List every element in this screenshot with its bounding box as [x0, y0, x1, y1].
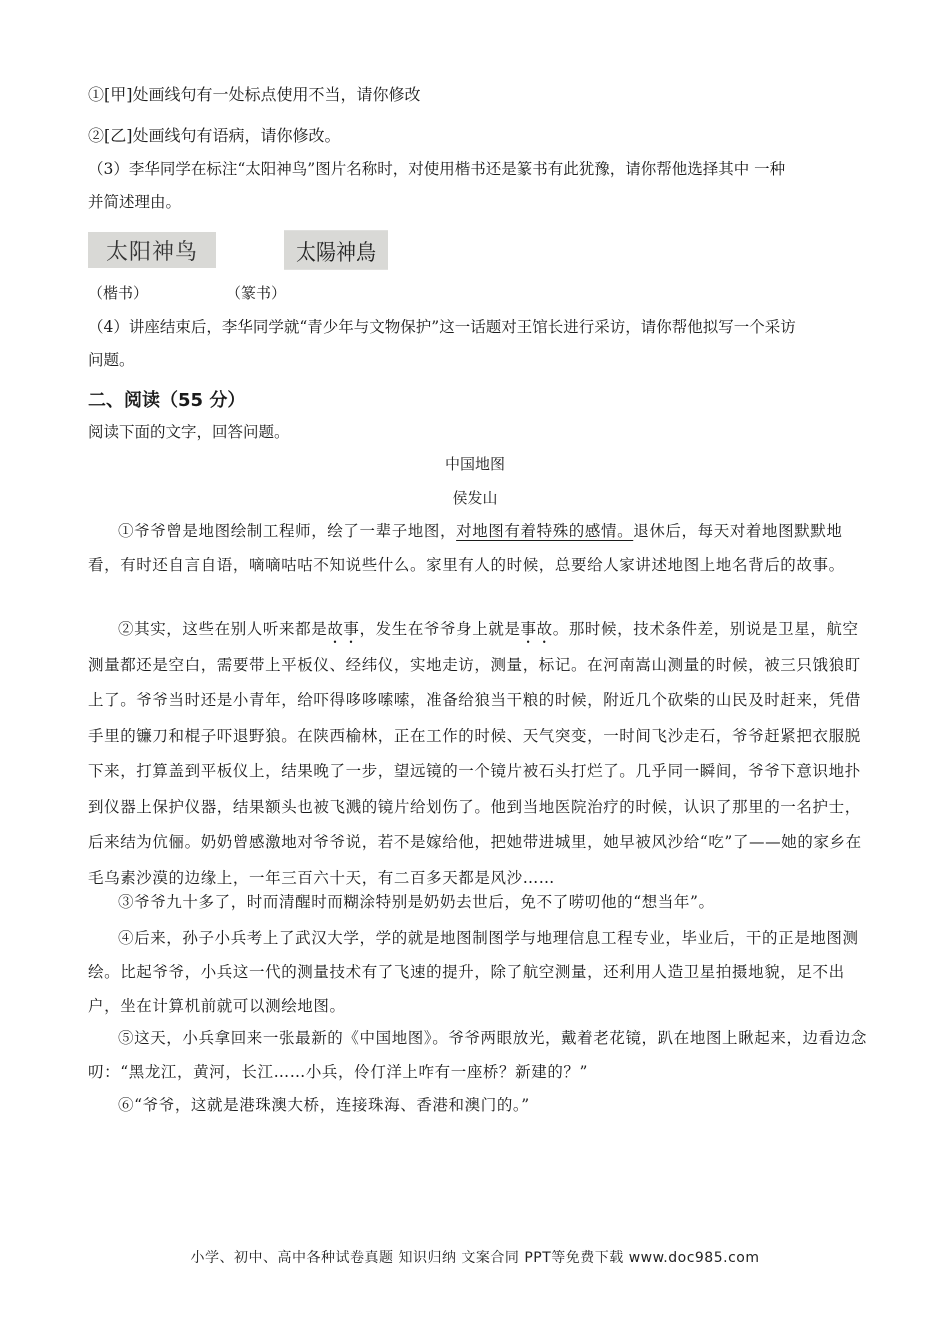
- paragraph-3-text: ③爷爷九十多了，时而清醒时而糊涂特别是奶奶去世后，免不了唠叨他的“想当年”。: [118, 893, 715, 911]
- paragraph-2-mid: ，发生在爷爷身上就是: [359, 620, 521, 638]
- footer-promo: 小学、初中、高中各种试卷真题 知识归纳 文案合同 PPT等免费下载 www.doc985.com: [190, 1250, 760, 1266]
- section-title: 二、阅读（55 分）: [88, 390, 246, 411]
- emphasis-gushi: 故事: [327, 620, 360, 638]
- question-4-line2: 问题。: [88, 351, 135, 369]
- label-zhuanshu: （篆书）: [226, 284, 287, 302]
- article-author: 侯发山: [452, 489, 498, 507]
- article-title: 中国地图: [444, 455, 505, 473]
- paragraph-2: [88, 612, 868, 896]
- paragraph-1-rest: 退休后，每天对着地图默默地看，有时还自言自语，嘀嘀咕咕不知说些什么。家里有人的时候，总要给人家讲述地图上地名背后的故事。: [88, 522, 845, 574]
- paragraph-5-text: ⑤这天，小兵拿回来一张最新的《中国地图》。爷爷两眼放光，戴着老花镜，趴在地图上瞅起来，边看边念叨：“黑龙江，黄河，长江……小兵，伶仃洋上咋有一座桥？新建的？”: [88, 1029, 867, 1081]
- paragraph-4: [88, 921, 868, 1023]
- zhuanshu-image-text: 太陽神鳥: [296, 238, 376, 265]
- paragraph-4-text: ④后来，孙子小兵考上了武汉大学，学的就是地图制图学与地理信息工程专业，毕业后，干的正是地图测绘。比起爷爷，小兵这一代的测量技术有了飞速的提升，除了航空测量，还利用人造卫星拍摄地貌，足不出户，坐在计算机前就可以测绘地图。: [88, 929, 859, 1015]
- kaishu-image-text: 太阳神鸟: [105, 239, 198, 265]
- calligraphy-kaishu-image: [88, 232, 216, 268]
- emphasis-shigu: 事故: [520, 620, 553, 638]
- paragraph-5: [88, 1021, 868, 1089]
- underlined-sentence: 对地图有着特殊的感情。: [456, 522, 634, 540]
- paragraph-2-rest: 。那时候，技术条件差，别说是卫星，航空测量都还是空白，需要带上平板仪、经纬仪，实地走访，测量，标记。在河南嵩山测量的时候，被三只饿狼盯上了。爷爷当时还是小青年，给吓得哆哆嗦嗦，准备给狼当干粮的时候，附近几个砍柴的山民及时赶来，凭借手里的镰刀和棍子吓退野狼。在陕西榆林，正在工作的时候、天气突变，一时间飞沙走石，爷爷赶紧把衣服脱下来，打算盖到平板仪上，结果晚了一步，望远镜的一个镜片被石头打烂了。几乎同一瞬间，爷爷下意识地扑到仪器上保护仪器，结果额头也被飞溅的镜片给划伤了。他到当地医院治疗的时候，认识了那里的一名护士，后来结为伉俪。奶奶曾感激地对爷爷说，若不是嫁给他，把她带进城里，她早被风沙给“吃”了——她的家乡在毛乌素沙漠的边缘上，一年三百六十天，有二百多天都是风沙……: [88, 620, 862, 887]
- paragraph-6-text: ⑥“爷爷，这就是港珠澳大桥，连接珠海、香港和澳门的。”: [118, 1096, 530, 1114]
- section-instruction: 阅读下面的文字，回答问题。: [88, 423, 290, 441]
- question-4-line1: （4）讲座结束后，李华同学就“青少年与文物保护”这一话题对王馆长进行采访，请你帮他拟写一个采访: [88, 318, 796, 336]
- paragraph-3: [88, 885, 868, 919]
- question-2-2: ②[乙]处画线句有语病，请你修改。: [88, 126, 341, 145]
- paragraph-1-start: ①爷爷曾是地图绘制工程师，绘了一辈子地图，: [118, 522, 457, 540]
- paragraph-2-start: ②其实，这些在别人听来都是: [118, 620, 328, 638]
- question-2-1: ①[甲]处画线句有一处标点使用不当，请你修改: [88, 85, 421, 104]
- calligraphy-zhuanshu-image: [284, 230, 388, 270]
- label-kaishu: （楷书）: [88, 284, 149, 302]
- paragraph-6: [88, 1088, 868, 1122]
- question-3-line1: （3）李华同学在标注“太阳神鸟”图片名称时，对使用楷书还是篆书有此犹豫，请你帮他选择其中 一种: [88, 160, 786, 178]
- question-3-line2: 并简述理由。: [88, 193, 182, 211]
- paragraph-1: [88, 514, 868, 582]
